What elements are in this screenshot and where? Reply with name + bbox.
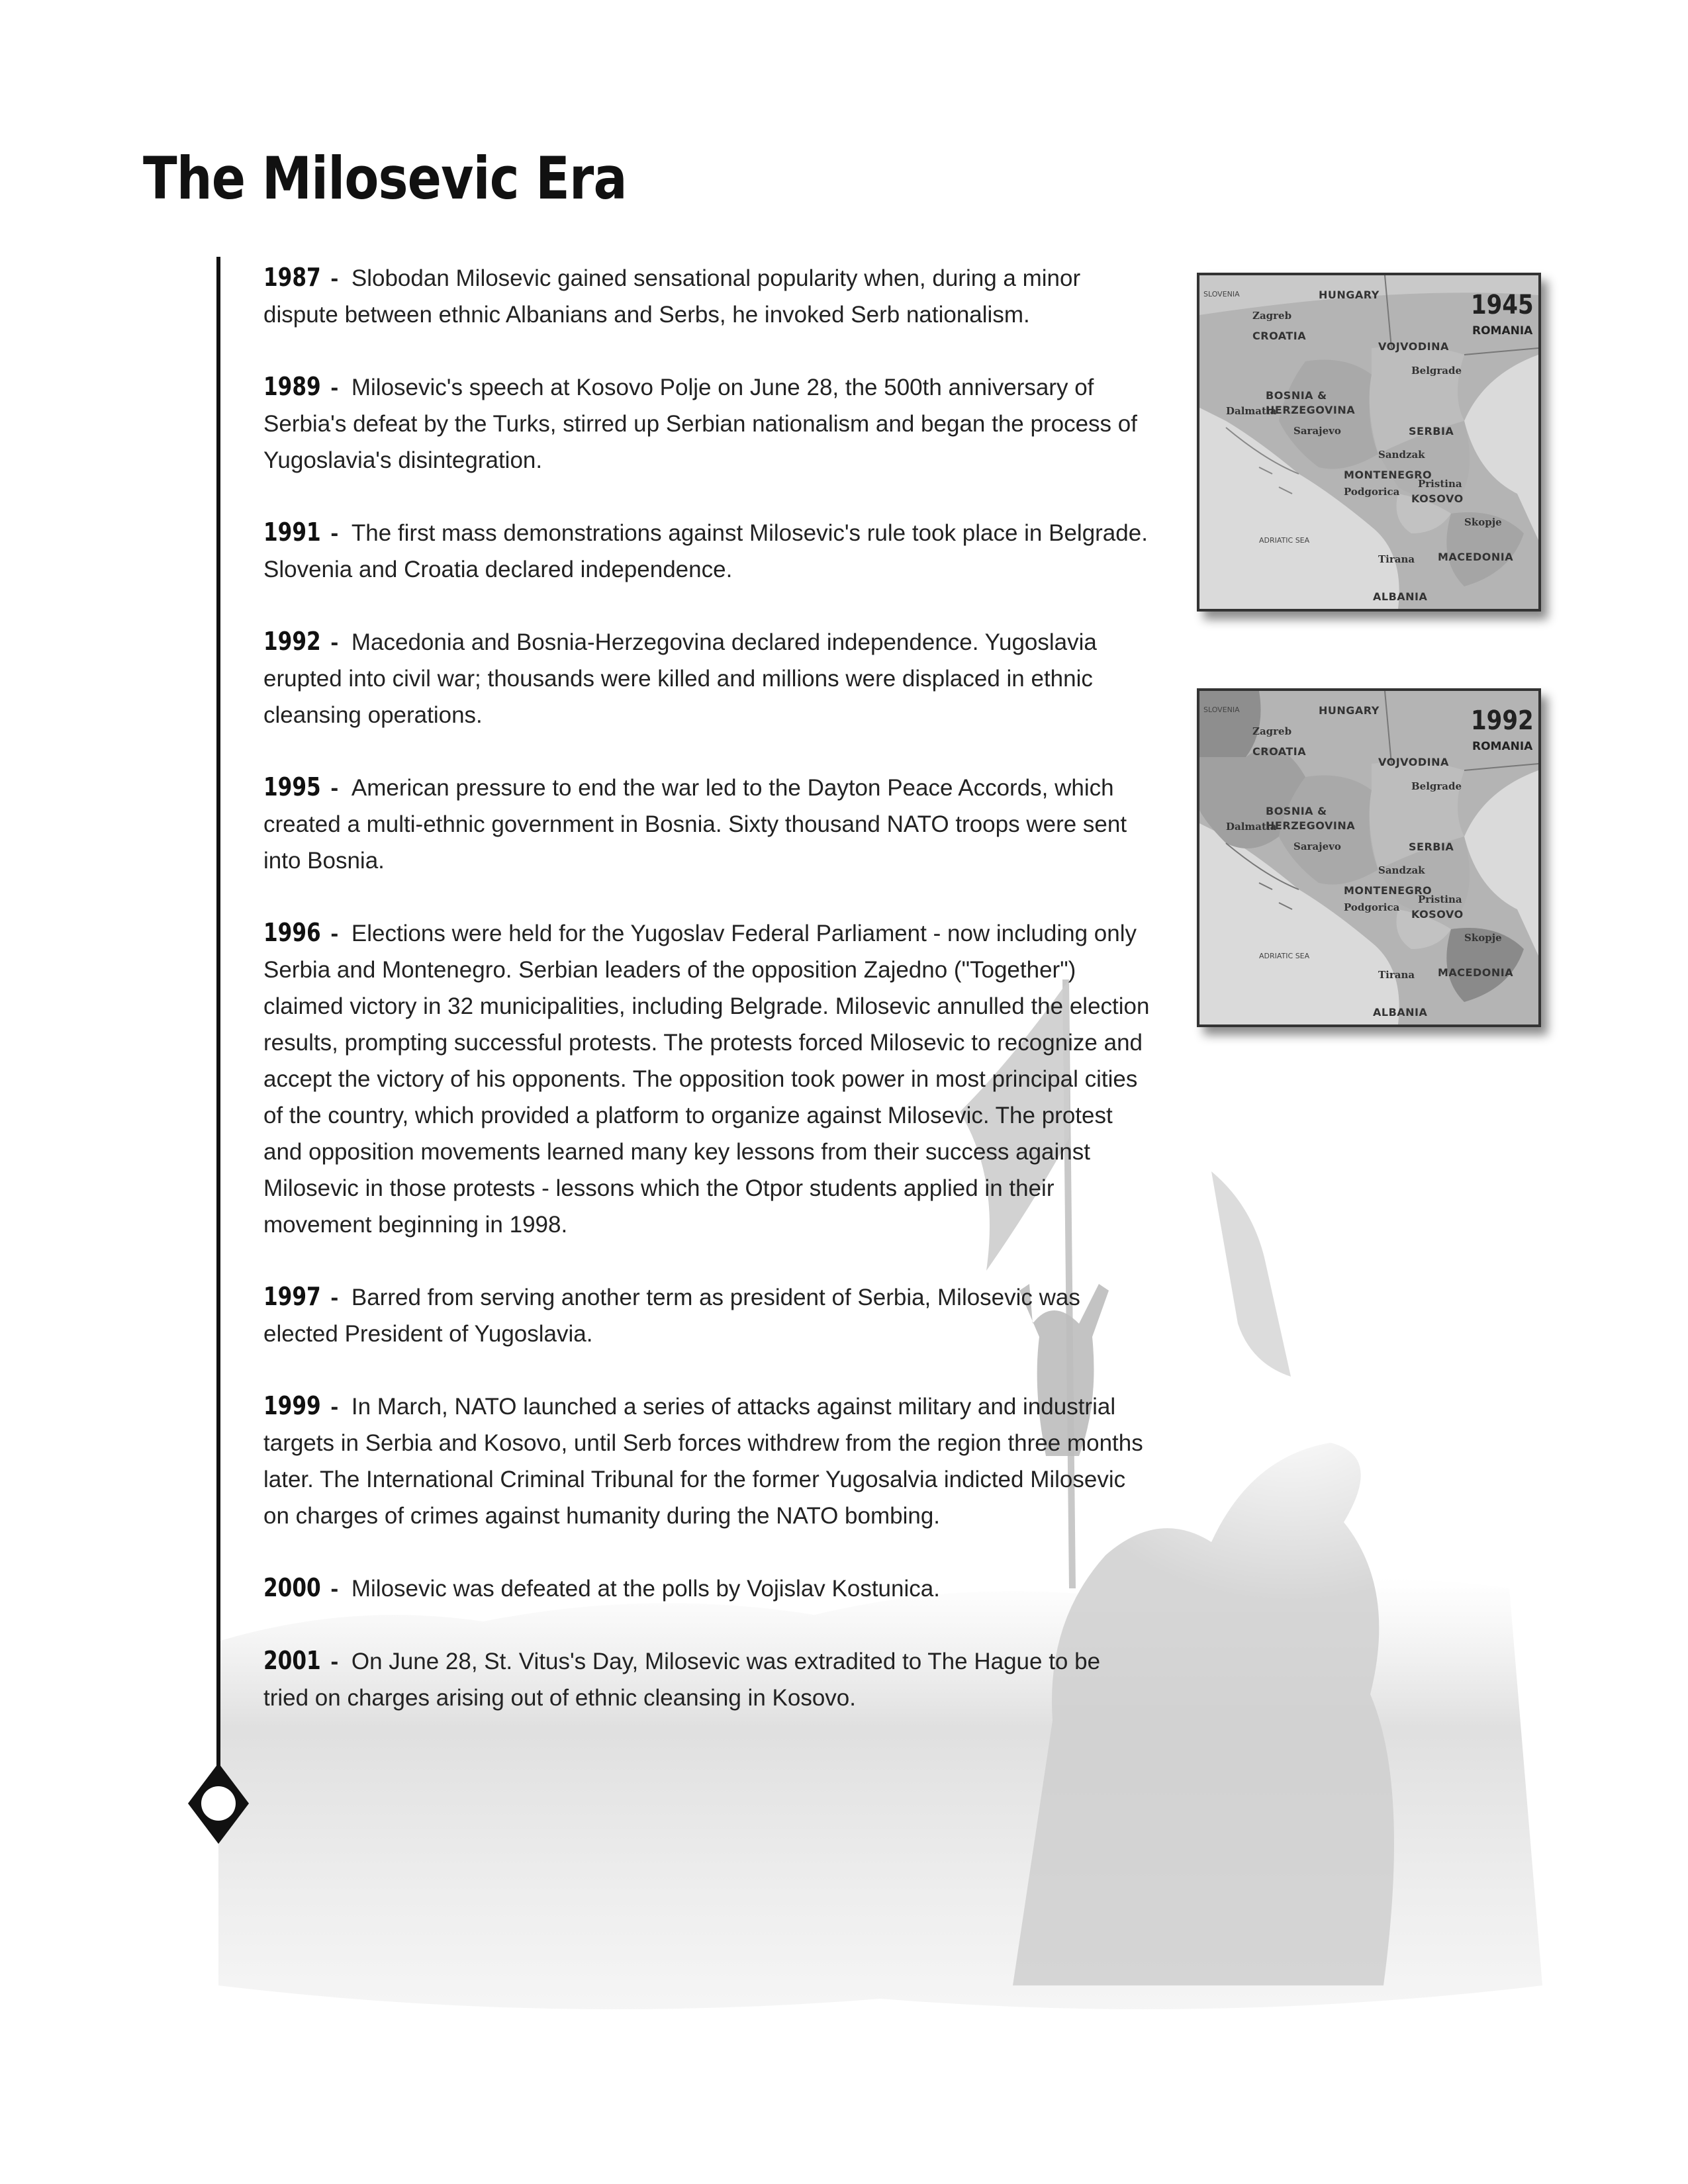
map-label-skopje: Skopje <box>1464 932 1502 944</box>
entry-year: 2001 <box>263 1646 321 1675</box>
timeline-entry-1987: 1987 - Slobodan Milosevic gained sensational popularity when, during a minor dispute between ethnic Albanians and Serbs, he invoked Serb nationalism. <box>263 259 1150 333</box>
map-label-romania: ROMANIA <box>1472 324 1533 338</box>
timeline-entry-1996: 1996 - Elections were held for the Yugoslav Federal Parliament - now including only Serbia and Montenegro. Serbian leaders of the opposition Zajedno ("Together") claimed victory in 32 municipalities, including Belgrade. Milosevic annulled the election results, prompting successful protests. The protests forced Milosevic to recognize and accept the victory of his opponents. The opposition took power in most principal cities of the country, which provided a platform to organize against Milosevic. The protest and opposition movements learned many key lessons from their success against Milosevic in those protests - lessons which the Otpor students applied in their movement beginning in 1998. <box>263 915 1150 1243</box>
map-label-adriatic: ADRIATIC SEA <box>1259 536 1310 545</box>
entry-text: American pressure to end the war led to the Dayton Peace Accords, which created a multi-ethnic government in Bosnia. Sixty thousand NATO troops were sent into Bosnia. <box>263 775 1127 874</box>
entry-year: 1997 <box>263 1282 321 1311</box>
map-label-croatia: CROATIA <box>1252 330 1307 342</box>
map-label-vojvodina: VOJVODINA <box>1378 340 1449 353</box>
map-label-macedonia: MACEDONIA <box>1438 966 1514 979</box>
map-label-sarajevo: Sarajevo <box>1293 841 1341 852</box>
map-label-herzegovina: HERZEGOVINA <box>1266 819 1356 832</box>
map-label-pristina: Pristina <box>1418 893 1462 905</box>
entry-text: The first mass demonstrations against Milosevic's rule took place in Belgrade. Slovenia and Croatia declared independence. <box>263 520 1148 582</box>
timeline-entry-2000: 2000 - Milosevic was defeated at the polls by Vojislav Kostunica. <box>263 1570 1150 1607</box>
entry-text: Milosevic's speech at Kosovo Polje on June 28, the 500th anniversary of Serbia's defeat by the Turks, stirred up Serbian nationalism and began the process of Yugoslavia's disintegration. <box>263 375 1137 473</box>
map-label-montenegro: MONTENEGRO <box>1344 884 1432 897</box>
entry-year: 1987 <box>263 263 321 292</box>
entry-text: Macedonia and Bosnia-Herzegovina declared independence. Yugoslavia erupted into civil war; thousands were killed and millions were displaced in ethnic cleansing operations. <box>263 629 1097 728</box>
entry-text: On June 28, St. Vitus's Day, Milosevic was extradited to The Hague to be tried on charges arising out of ethnic cleansing in Kosovo. <box>263 1649 1101 1711</box>
entry-year: 1989 <box>263 372 321 401</box>
map-year: 1945 <box>1471 290 1534 320</box>
timeline-line <box>216 257 220 1786</box>
timeline-entry-1991: 1991 - The first mass demonstrations against Milosevic's rule took place in Belgrade. Slovenia and Croatia declared independence. <box>263 514 1150 588</box>
map-label-zagreb: Zagreb <box>1252 310 1292 322</box>
map-label-podgorica: Podgorica <box>1344 486 1400 498</box>
map-label-bosnia: BOSNIA & <box>1266 805 1327 817</box>
map-label-vojvodina: VOJVODINA <box>1378 756 1449 768</box>
map-label-sarajevo: Sarajevo <box>1293 425 1341 437</box>
timeline-entry-1992: 1992 - Macedonia and Bosnia-Herzegovina declared independence. Yugoslavia erupted into civil war; thousands were killed and millions were displaced in ethnic cleansing operations. <box>263 623 1150 733</box>
map-label-croatia: CROATIA <box>1252 745 1307 758</box>
map-label-belgrade: Belgrade <box>1411 365 1462 377</box>
entry-year: 1995 <box>263 772 321 801</box>
map-label-bosnia: BOSNIA & <box>1266 389 1327 402</box>
map-label-slovenia: SLOVENIA <box>1203 705 1240 714</box>
entry-year: 1992 <box>263 627 321 656</box>
map-label-romania: ROMANIA <box>1472 740 1533 753</box>
entry-text: Barred from serving another term as president of Serbia, Milosevic was elected President of Yugoslavia. <box>263 1285 1080 1347</box>
timeline-entry-2001: 2001 - On June 28, St. Vitus's Day, Milosevic was extradited to The Hague to be tried on charges arising out of ethnic cleansing in Kosovo. <box>263 1643 1150 1716</box>
map-year: 1992 <box>1471 705 1534 736</box>
map-label-tirana: Tirana <box>1378 553 1415 565</box>
entry-text: In March, NATO launched a series of attacks against military and industrial targets in Serbia and Kosovo, until Serb forces withdrew from the region three months later. The International Criminal Tribunal for the former Yugosalvia indicted Milosevic on charges of crimes against humanity during the NATO bombing. <box>263 1394 1143 1529</box>
timeline-entries <box>263 259 1150 1752</box>
timeline-entry-1995: 1995 - American pressure to end the war led to the Dayton Peace Accords, which created a multi-ethnic government in Bosnia. Sixty thousand NATO troops were sent into Bosnia. <box>263 769 1150 879</box>
map-label-kosovo: KOSOVO <box>1411 492 1464 505</box>
map-label-hungary: HUNGARY <box>1319 704 1380 717</box>
map-label-dalmatia: Dalmatia <box>1226 405 1277 417</box>
timeline-entry-1997: 1997 - Barred from serving another term as president of Serbia, Milosevic was elected President of Yugoslavia. <box>263 1279 1150 1352</box>
map-label-kosovo: KOSOVO <box>1411 908 1464 921</box>
map-label-dalmatia: Dalmatia <box>1226 821 1277 833</box>
map-label-zagreb: Zagreb <box>1252 725 1292 737</box>
entry-text: Milosevic was defeated at the polls by Vojislav Kostunica. <box>351 1576 940 1602</box>
entry-text: Elections were held for the Yugoslav Federal Parliament - now including only Serbia and Montenegro. Serbian leaders of the opposition Zajedno ("Together") claimed victory in 32 municipalities, including Belgrade. Milosevic annulled the election results, prompting successful protests. The protests forced Milosevic to recognize and accept the victory of his opponents. The opposition took power in most principal cities of the country, which provided a platform to organize against Milosevic. The protest and opposition movements learned many key lessons from their success against Milosevic in those protests - lessons which the Otpor students applied in their movement beginning in 1998. <box>263 921 1150 1238</box>
timeline-entry-1989: 1989 - Milosevic's speech at Kosovo Polje on June 28, the 500th anniversary of Serbia's defeat by the Turks, stirred up Serbian nationalism and began the process of Yugoslavia's disintegration. <box>263 369 1150 478</box>
map-yugoslavia-1945 <box>1197 273 1541 612</box>
map-label-sandzak: Sandzak <box>1378 864 1425 876</box>
map-label-serbia: SERBIA <box>1409 841 1454 853</box>
map-label-montenegro: MONTENEGRO <box>1344 469 1432 481</box>
map-label-skopje: Skopje <box>1464 516 1502 528</box>
map-label-adriatic: ADRIATIC SEA <box>1259 952 1310 960</box>
map-label-macedonia: MACEDONIA <box>1438 551 1514 563</box>
map-label-belgrade: Belgrade <box>1411 780 1462 792</box>
map-label-herzegovina: HERZEGOVINA <box>1266 404 1356 416</box>
map-label-slovenia: SLOVENIA <box>1203 290 1240 298</box>
map-label-podgorica: Podgorica <box>1344 901 1400 913</box>
entry-year: 1999 <box>263 1391 321 1420</box>
map-label-albania: ALBANIA <box>1373 590 1428 603</box>
map-label-hungary: HUNGARY <box>1319 289 1380 301</box>
entry-year: 1991 <box>263 518 321 547</box>
entry-year: 1996 <box>263 918 321 947</box>
timeline-entry-1999: 1999 - In March, NATO launched a series of attacks against military and industrial targets in Serbia and Kosovo, until Serb forces withdrew from the region three months later. The International Criminal Tribunal for the former Yugosalvia indicted Milosevic on charges of crimes against humanity during the NATO bombing. <box>263 1388 1150 1534</box>
map-yugoslavia-1992 <box>1197 688 1541 1027</box>
map-label-serbia: SERBIA <box>1409 425 1454 437</box>
entry-year: 2000 <box>263 1573 321 1602</box>
entry-text: Slobodan Milosevic gained sensational popularity when, during a minor dispute between ethnic Albanians and Serbs, he invoked Serb nationalism. <box>263 265 1081 328</box>
map-label-albania: ALBANIA <box>1373 1006 1428 1019</box>
timeline-end-marker-icon <box>185 1760 252 1846</box>
map-label-tirana: Tirana <box>1378 969 1415 981</box>
map-label-pristina: Pristina <box>1418 478 1462 490</box>
map-label-sandzak: Sandzak <box>1378 449 1425 461</box>
page-title: The Milosevic Era <box>143 144 627 212</box>
